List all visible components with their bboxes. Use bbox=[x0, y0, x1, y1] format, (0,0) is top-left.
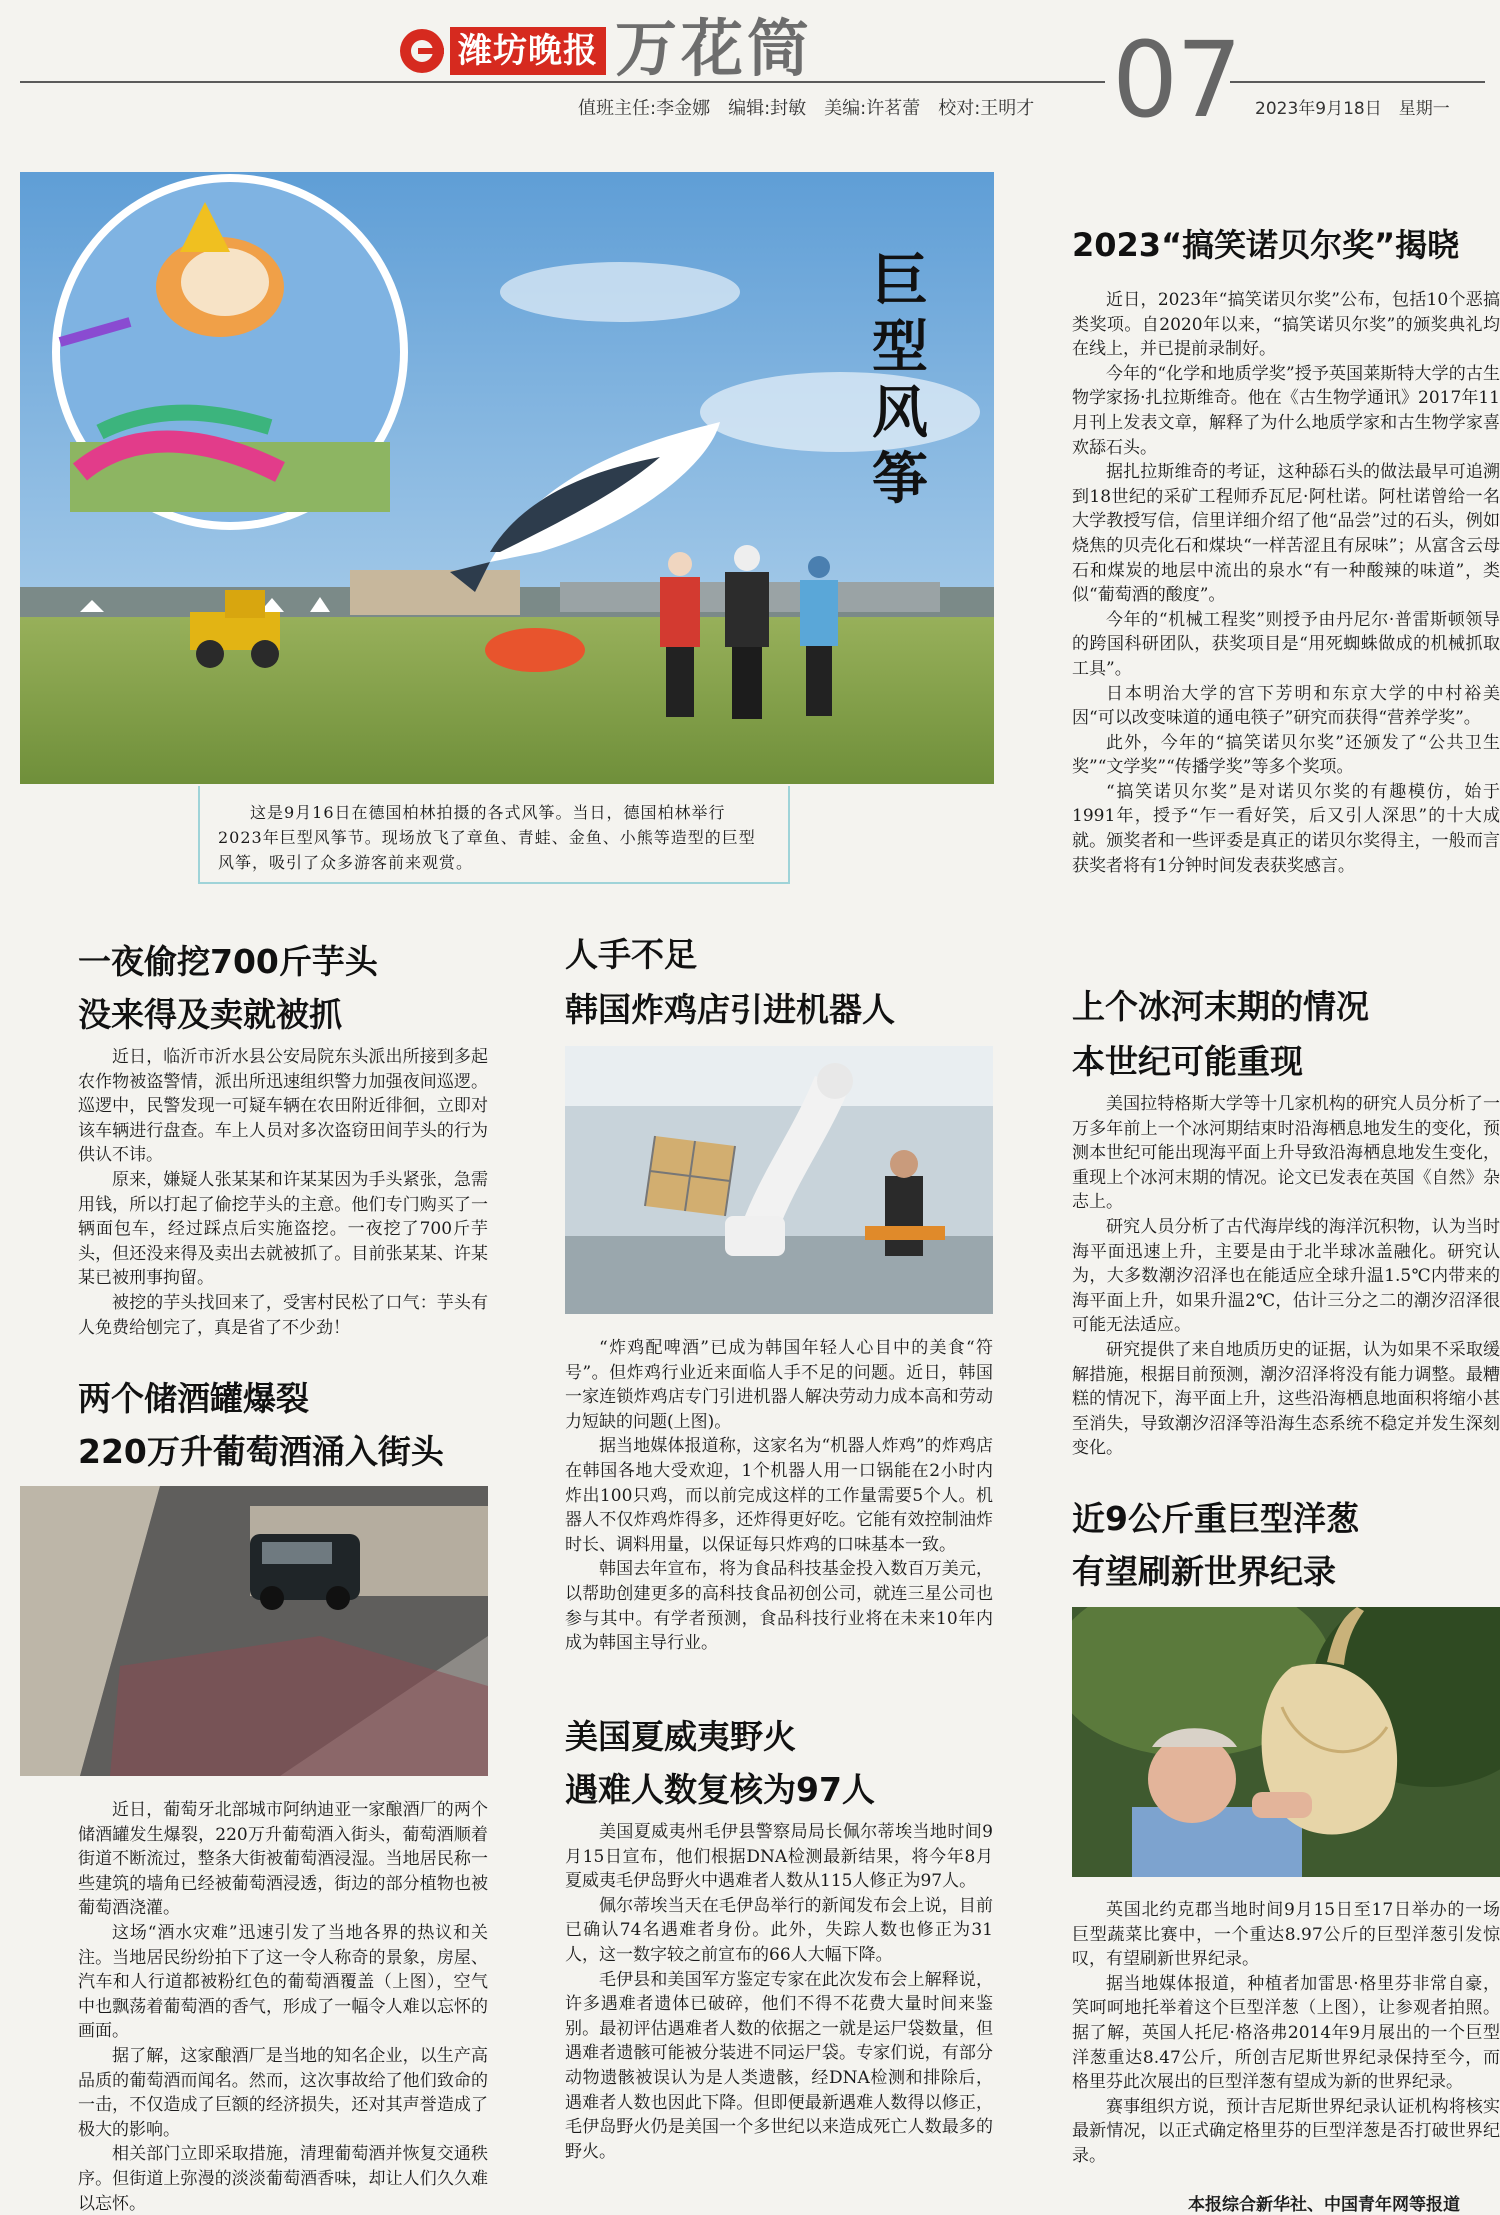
onion-body bbox=[1072, 1898, 1500, 2169]
robot-body bbox=[565, 1336, 993, 1656]
robot-paragraph: 据当地媒体报道称，这家名为“机器人炸鸡”的炸鸡店在韩国各地大受欢迎，1个机器人用一口锅能在2小时内炸出100只鸡，而以前完成这样的工作量需要5个人。机器人不仅炸鸡炸得多，还炸得更好吃。它能有效控制油炸时长、调料用量，以保证每只炸鸡的口味基本一致。 bbox=[565, 1436, 993, 1555]
onion-paragraph: 据当地媒体报道，种植者加雷思·格里芬非常自豪，笑呵呵地托举着这个巨型洋葱（上图），让参观者拍照。据了解，英国人托尼·格洛弗2014年9月展出的一个巨型洋葱重达8.47公斤，所创吉尼斯世界纪录保持至今，而格里芬此次展出的巨型洋葱有望成为新的世界纪录。 bbox=[1072, 1973, 1500, 2093]
staff-credits: 值班主任:李金娜 编辑:封敏 美编:许茗蕾 校对:王明才 bbox=[578, 98, 1035, 119]
wine-body bbox=[78, 1798, 488, 2215]
robot-kitchen-photo bbox=[565, 1046, 993, 1314]
hawaii-headline-line1: 美国夏威夷野火 bbox=[565, 1717, 796, 1756]
hawaii-paragraph: 佩尔蒂埃当天在毛伊岛举行的新闻发布会上说，目前已确认74名遇难者身份。此外，失踪人数也修正为31人，这一数字较之前宣布的66人大幅下降。 bbox=[565, 1895, 993, 1965]
nobel-paragraph: 近日，2023年“搞笑诺贝尔奖”公布，包括10个恶搞类奖项。自2020年以来，“搞笑诺贝尔奖”的颁奖典礼均在线上，并已提前录制好。 bbox=[1072, 290, 1500, 360]
kite-photo-caption: 这是9月16日在德国柏林拍摄的各式风筝。当日，德国柏林举行2023年巨型风筝节。现场放飞了章鱼、青蛙、金鱼、小熊等造型的巨型风筝，吸引了众多游客前来观赏。 bbox=[198, 786, 790, 884]
glacier-headline-line1: 上个冰河末期的情况 bbox=[1072, 987, 1369, 1026]
taro-paragraph: 近日，临沂市沂水县公安局院东头派出所接到多起农作物被盗警情，派出所迅速组织警力加强夜间巡逻。巡逻中，民警发现一可疑车辆在农田附近徘徊，立即对该车辆进行盘查。车上人员对多次盗窃田间芋头的行为供认不讳。 bbox=[78, 1047, 488, 1166]
masthead-rule-right bbox=[1230, 81, 1485, 83]
masthead-rule-left bbox=[20, 81, 1105, 83]
taro-headline-line2: 没来得及卖就被抓 bbox=[78, 995, 342, 1034]
onion-headline-line1: 近9公斤重巨型洋葱 bbox=[1072, 1499, 1359, 1538]
nobel-paragraph: 日本明治大学的宫下芳明和东京大学的中村裕美因“可以改变味道的通电筷子”研究而获得“营养学奖”。 bbox=[1072, 683, 1500, 729]
issue-date: 2023年9月18日 星期一 bbox=[1255, 99, 1450, 119]
wine-paragraph: 据了解，这家酿酒厂是当地的知名企业，以生产高品质的葡萄酒而闻名。然而，这次事故给了他们致命的一击，不仅造成了巨额的经济损失，还对其声誉造成了极大的影响。 bbox=[78, 2045, 488, 2140]
nobel-paragraph: 据扎拉斯维奇的考证，这种舔石头的做法最早可追溯到18世纪的采矿工程师乔瓦尼·阿杜诺。阿杜诺曾给一名大学教授写信，信里详细介绍了他“品尝”过的石头，例如烧焦的贝壳化石和煤块“一样苦涩且有尿味”；从富含云母石和煤炭的地层中流出的泉水“有一种酸辣的味道”，类似“葡萄酒的酸度”。 bbox=[1072, 462, 1500, 606]
kite-festival-photo bbox=[20, 172, 994, 784]
onion-paragraph: 英国北约克郡当地时间9月15日至17日举办的一场巨型蔬菜比赛中，一个重达8.97公斤的巨型洋葱引发惊叹，有望刷新世界纪录。 bbox=[1072, 1900, 1500, 1970]
glacier-paragraph: 研究人员分析了古代海岸线的海洋沉积物，认为当时海平面迅速上升，主要是由于北半球冰盖融化。研究认为，大多数潮汐沼泽也在能适应全球升温1.5℃内带来的海平面上升，如果升温2℃，估计三分之二的潮汐沼泽很可能无法适应。 bbox=[1072, 1216, 1500, 1336]
source-credit: 本报综合新华社、中国青年网等报道 bbox=[1188, 2195, 1460, 2215]
logo-text: 潍坊晚报 bbox=[450, 27, 606, 75]
taro-paragraph: 原来，嫌疑人张某某和许某某因为手头紧张，急需用钱，所以打起了偷挖芋头的主意。他们专门购买了一辆面包车，经过踩点后实施盗挖。一夜挖了700斤芋头，但还没来得及卖出去就被抓了。目前张某某、许某某已被刑事拘留。 bbox=[78, 1169, 488, 1289]
glacier-headline-line2: 本世纪可能重现 bbox=[1072, 1042, 1303, 1081]
nobel-paragraph: 今年的“化学和地质学奖”授予英国莱斯特大学的古生物学家扬·扎拉斯维奇。他在《古生物学通讯》2017年11月刊上发表文章，解释了为什么地质学家和古生物学家喜欢舔石头。 bbox=[1072, 363, 1500, 458]
robot-paragraph: “炸鸡配啤酒”已成为韩国年轻人心目中的美食“符号”。但炸鸡行业近来面临人手不足的问题。近日，韩国一家连锁炸鸡店专门引进机器人解决劳动力成本高和劳动力短缺的问题(上图)。 bbox=[565, 1338, 993, 1432]
newspaper-logo bbox=[400, 22, 615, 80]
robot-headline-line2: 韩国炸鸡店引进机器人 bbox=[565, 990, 895, 1029]
nobel-paragraph: 此外，今年的“搞笑诺贝尔奖”还颁发了“公共卫生奖”“文学奖”“传播学奖”等多个奖项。 bbox=[1072, 732, 1500, 778]
onion-headline-line2: 有望刷新世界纪录 bbox=[1072, 1552, 1336, 1591]
section-title: 万花筒 bbox=[615, 12, 814, 85]
page-number: 07 bbox=[1112, 19, 1241, 141]
robot-headline-line1: 人手不足 bbox=[565, 935, 697, 974]
wine-paragraph: 近日，葡萄牙北部城市阿纳迪亚一家酿酒厂的两个储酒罐发生爆裂，220万升葡萄酒入街头，葡萄酒顺着街道不断流过，整条大街被葡萄酒浸湿。当地居民称一些建筑的墙角已经被葡萄酒浸透，街边的部分植物也被葡萄酒浇灌。 bbox=[78, 1800, 488, 1919]
hawaii-body bbox=[565, 1820, 993, 2164]
onion-paragraph: 赛事组织方说，预计吉尼斯世界纪录认证机构将核实最新情况，以正式确定格里芬的巨型洋葱是否打破世界纪录。 bbox=[1072, 2096, 1500, 2166]
glacier-body bbox=[1072, 1092, 1500, 1461]
nobel-paragraph: “搞笑诺贝尔奖”是对诺贝尔奖的有趣模仿，始于1991年，授予“乍一看好笑，后又引人深思”的十大成就。颁奖者和一些评委是真正的诺贝尔奖得主，一般而言获奖者将有1分钟时间发表获奖感言。 bbox=[1072, 781, 1500, 876]
taro-paragraph: 被挖的芋头找回来了，受害村民松了口气：芋头有人免费给刨完了，真是省了不少劲！ bbox=[78, 1292, 488, 1338]
taro-headline-line1: 一夜偷挖700斤芋头 bbox=[78, 942, 378, 981]
hawaii-paragraph: 毛伊县和美国军方鉴定专家在此次发布会上解释说，许多遇难者遗体已破碎，他们不得不花费大量时间来鉴别。最初评估遇难者人数的依据之一就是运尸袋数量，但遇难者遗骸可能被分装进不同运尸袋。专家们说，有部分动物遗骸被误认为是人类遗骸，经DNA检测和排除后，遇难者人数也因此下降。但即便最新遇难人数得以修正，毛伊岛野火仍是美国一个多世纪以来造成死亡人数最多的野火。 bbox=[565, 1969, 993, 2162]
wine-paragraph: 这场“酒水灾难”迅速引发了当地各界的热议和关注。当地居民纷纷拍下了这一令人称奇的景象，房屋、汽车和人行道都被粉红色的葡萄酒覆盖（上图），空气中也飘荡着葡萄酒的香气，形成了一幅令人难以忘怀的画面。 bbox=[78, 1922, 488, 2042]
logo-mark-icon bbox=[400, 29, 444, 73]
nobel-body bbox=[1072, 288, 1500, 878]
giant-onion-photo bbox=[1072, 1607, 1500, 1877]
wine-paragraph: 相关部门立即采取措施，清理葡萄酒并恢复交通秩序。但街道上弥漫的淡淡葡萄酒香味，却让人们久久难以忘怀。 bbox=[78, 2144, 488, 2214]
nobel-headline: 2023“搞笑诺贝尔奖”揭晓 bbox=[1072, 226, 1460, 264]
hawaii-paragraph: 美国夏威夷州毛伊县警察局局长佩尔蒂埃当地时间9月15日宣布，他们根据DNA检测最新结果，将今年8月夏威夷毛伊岛野火中遇难者人数从115人修正为97人。 bbox=[565, 1822, 993, 1892]
wine-headline-line2: 220万升葡萄酒涌入街头 bbox=[78, 1432, 444, 1471]
robot-paragraph: 韩国去年宣布，将为食品科技基金投入数百万美元，以帮助创建更多的高科技食品初创公司，就连三星公司也参与其中。有学者预测，食品科技行业将在未来10年内成为韩国主导行业。 bbox=[565, 1559, 993, 1654]
kite-headline: 巨型风筝 bbox=[872, 248, 928, 512]
glacier-paragraph: 美国拉特格斯大学等十几家机构的研究人员分析了一万多年前上一个冰河期结束时沿海栖息地发生的变化，预测本世纪可能出现海平面上升导致沿海栖息地发生变化，重现上个冰河末期的情况。论文已发表在英国《自然》杂志上。 bbox=[1072, 1094, 1500, 1213]
nobel-paragraph: 今年的“机械工程奖”则授予由丹尼尔·普雷斯顿领导的跨国科研团队，获奖项目是“用死蜘蛛做成的机械抓取工具”。 bbox=[1072, 609, 1500, 679]
wine-headline-line1: 两个储酒罐爆裂 bbox=[78, 1379, 309, 1418]
glacier-paragraph: 研究提供了来自地质历史的证据，认为如果不采取缓解措施，根据目前预测，潮汐沼泽将没有能力调整。最糟糕的情况下，海平面上升，这些沿海栖息地面积将缩小甚至消失，导致潮汐沼泽等沿海生态系统不稳定并发生深刻变化。 bbox=[1072, 1339, 1500, 1459]
wine-street-photo bbox=[20, 1486, 488, 1776]
taro-body bbox=[78, 1045, 488, 1340]
hawaii-headline-line2: 遇难人数复核为97人 bbox=[565, 1770, 875, 1809]
